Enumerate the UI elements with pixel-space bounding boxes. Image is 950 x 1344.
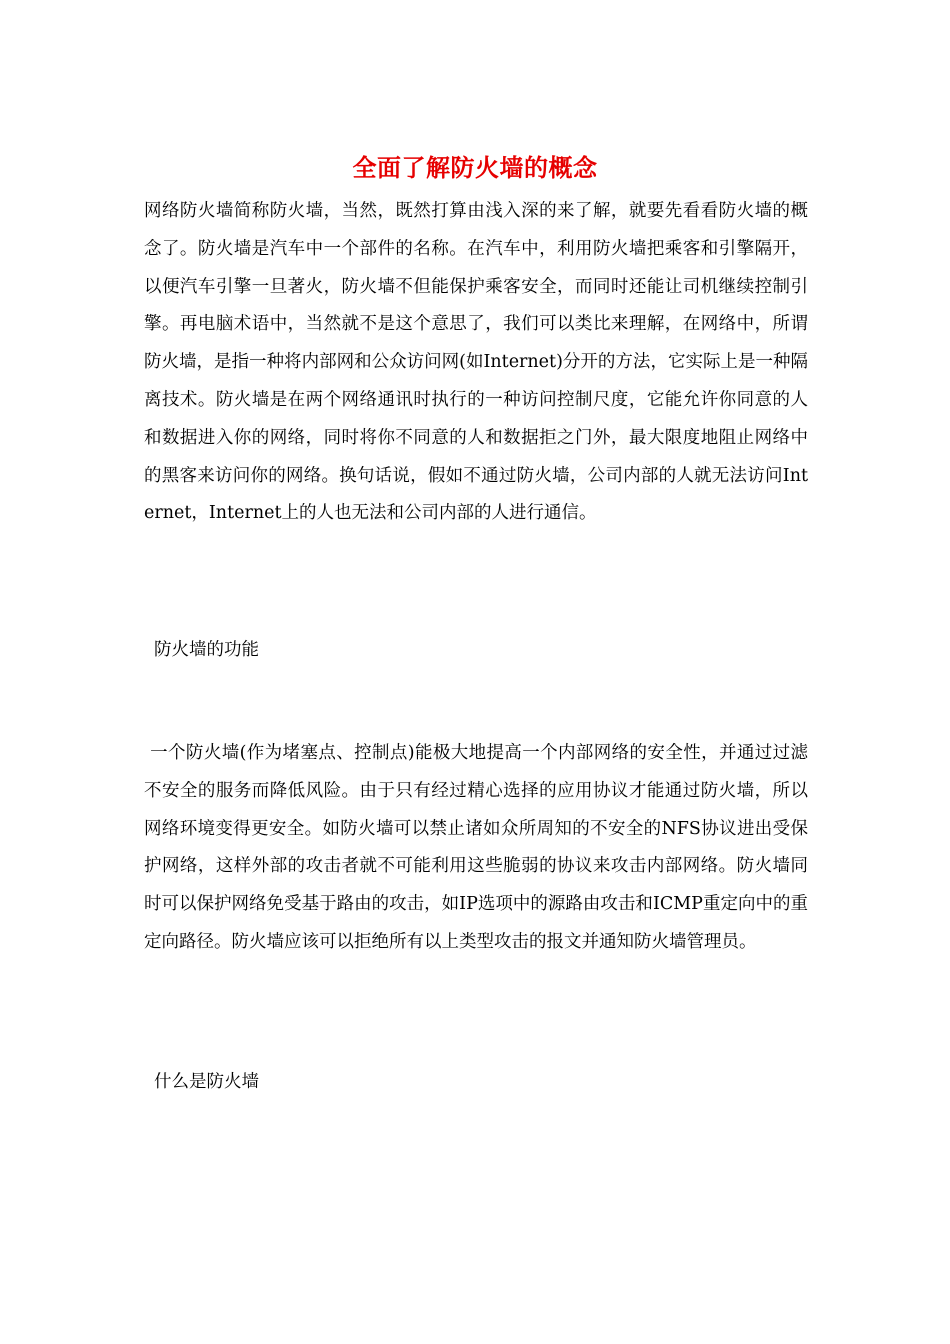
paragraph-functions-text: 一个防火墙(作为堵塞点、控制点)能极大地提高一个内部网络的安全性，并通过过滤不安全的服务而降低风险。由于只有经过精心选择的应用协议才能通过防火墙，所以网络环境变得更安全。如防火墙可以禁止诸如众所周知的不安全的NFS协议进出受保护网络，这样外部的攻击者就不可能利用这些脆弱的协议来攻击内部网络。防火墙同时可以保护网络免受基于路由的攻击，如IP选项中的源路由攻击和ICMP重定向中的重定向路径。防火墙应该可以拒绝所有以上类型攻击的报文并通知防火墙管理员。 [144,743,808,952]
section-heading-what-is: 什么是防火墙 [154,1072,259,1092]
document-title: 全面了解防火墙的概念 [352,153,598,182]
paragraph-intro: 网络防火墙简称防火墙，当然，既然打算由浅入深的来了解，就要先看看防火墙的概念了。防火墙是汽车中一个部件的名称。在汽车中，利用防火墙把乘客和引擎隔开，以便汽车引擎一旦著火，防火墙不但能保护乘客安全，而同时还能让司机继续控制引擎。再电脑术语中，当然就不是这个意思了，我们可以类比来理解，在网络中，所谓防火墙，是指一种将内部网和公众访问网(如Internet)分开的方法，它实际上是一种隔离技术。防火墙是在两个网络通讯时执行的一种访问控制尺度，它能允许你同意的人和数据进入你的网络，同时将你不同意的人和数据拒之门外，最大限度地阻止网络中的黑客来访问你的网络。换句话说，假如不通过防火墙，公司内部的人就无法访问Internet，Internet上的人也无法和公司内部的人进行通信。 [144,201,808,524]
section-heading-functions: 防火墙的功能 [154,640,259,660]
paragraph-functions [144,735,808,962]
